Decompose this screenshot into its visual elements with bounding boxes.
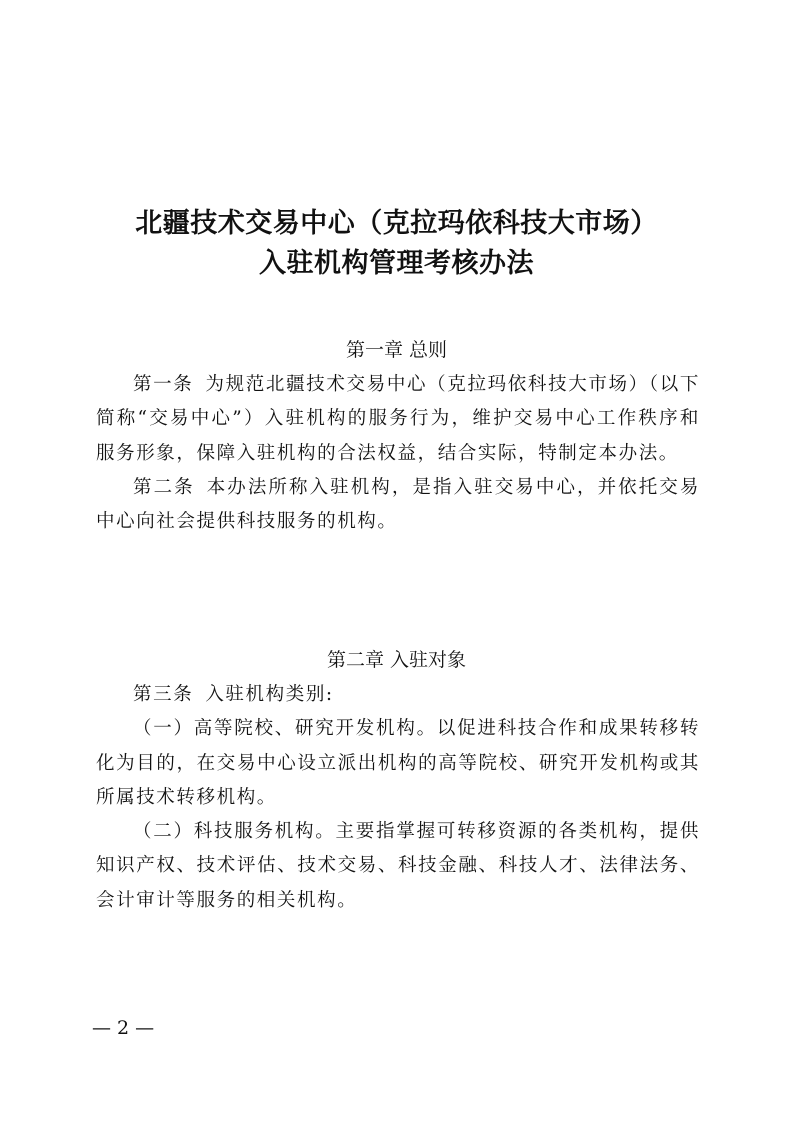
page-number: — 2 — xyxy=(92,1017,155,1039)
chapter-2-body xyxy=(96,678,700,918)
article-1 xyxy=(96,368,700,471)
chapter-1-body xyxy=(96,368,700,539)
category-item-1: （一）高等院校、研究开发机构。以促进科技合作和成果转移转化为目的，在交易中心设立派出机构的高等院校、研究开发机构或其所属技术转移机构。 xyxy=(96,718,700,808)
article-3 xyxy=(96,678,700,712)
article-3-text: 入驻机构类别: xyxy=(205,684,334,705)
article-3-label: 第三条 xyxy=(133,684,194,705)
article-1-text: 为规范北疆技术交易中心（克拉玛依科技大市场）（以下简称“交易中心”）入驻机构的服务行为，维护交易中心工作秩序和服务形象，保障入驻机构的合法权益，结合实际，特制定本办法。 xyxy=(96,374,700,464)
article-2-label: 第二条 xyxy=(133,476,195,498)
article-2-text: 本办法所称入驻机构，是指入驻交易中心，并依托交易中心向社会提供科技服务的机构。 xyxy=(96,476,700,533)
chapter-2-heading: 第二章 入驻对象 xyxy=(326,649,467,671)
article-2 xyxy=(96,471,700,540)
article-1-label: 第一条 xyxy=(133,374,194,395)
category-item-2: （二）科技服务机构。主要指掌握可转移资源的各类机构，提供知识产权、技术评估、技术交易、科技金融、科技人才、法律法务、会计审计等服务的相关机构。 xyxy=(96,821,700,911)
document-title-line-2: 入驻机构管理考核办法 xyxy=(259,248,534,279)
document-title-line-1: 北疆技术交易中心（克拉玛依科技大市场） xyxy=(135,208,658,239)
chapter-1-heading: 第一章 总则 xyxy=(345,339,448,361)
